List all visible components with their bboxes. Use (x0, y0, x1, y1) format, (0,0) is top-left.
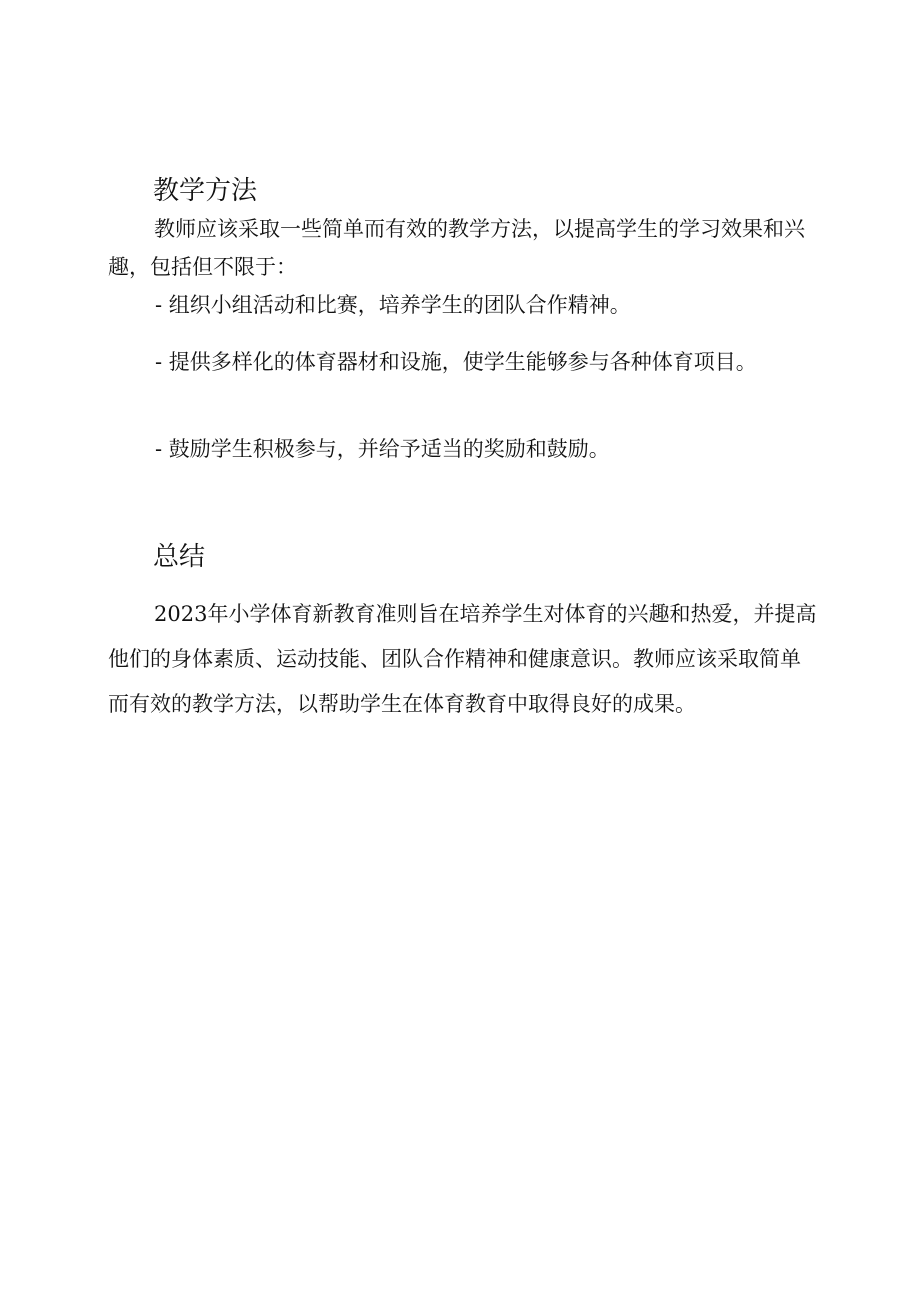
section-heading-summary: 总结 (153, 542, 206, 572)
teaching-methods-intro: 教师应该采取一些简单而有效的教学方法，以提高学生的学习效果和兴趣，包括但不限于： (108, 217, 805, 279)
list-item: - 鼓励学生积极参与，并给予适当的奖励和鼓励。 (155, 437, 610, 461)
list-item: - 组织小组活动和比赛，培养学生的团队合作精神。 (155, 293, 631, 317)
list-item: - 提供多样化的体育器材和设施，使学生能够参与各种体育项目。 (155, 350, 757, 374)
summary-paragraph: 2023年小学体育新教育准则旨在培养学生对体育的兴趣和热爱，并提高他们的身体素质、运动技能、团队合作精神和健康意识。教师应该采取简单而有效的教学方法，以帮助学生在体育教育中取得良好的成果。 (108, 602, 817, 716)
section-heading-teaching-methods: 教学方法 (153, 176, 258, 206)
